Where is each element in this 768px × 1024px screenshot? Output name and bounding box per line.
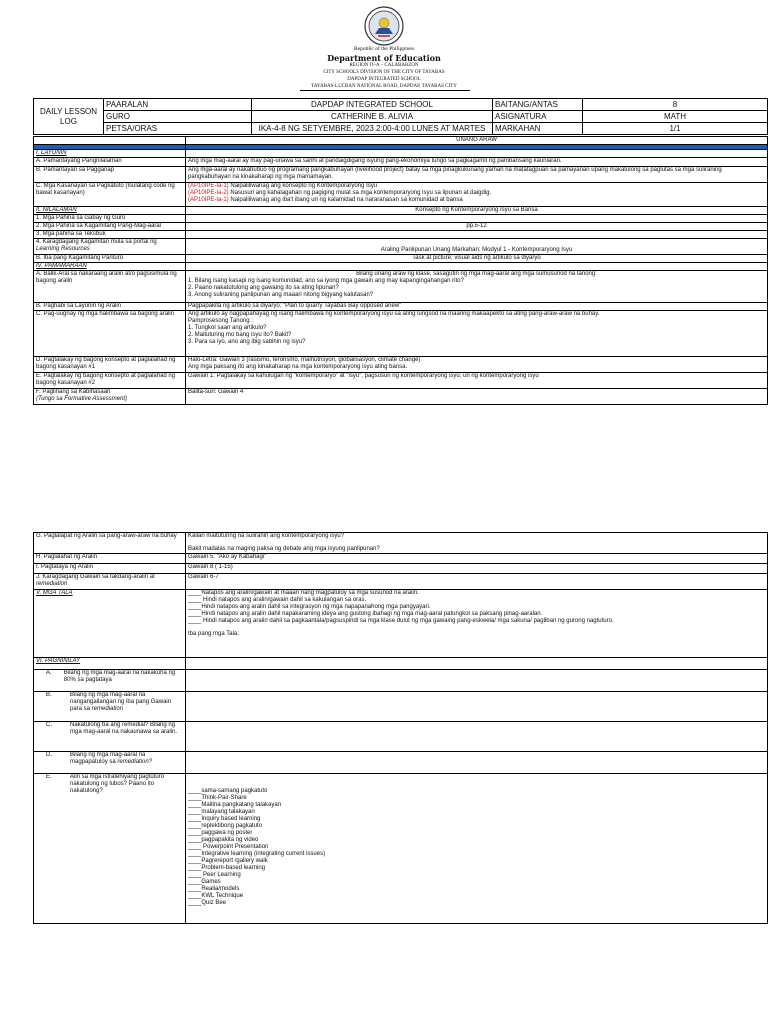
- nilalaman-value: Konsepto ng Kontemporaryong Isyu sa Bansa: [186, 207, 768, 215]
- nd-text: Bilang ng mga mag-aaral na magpapatuloy sa: [70, 752, 146, 765]
- row-nc: [34, 722, 186, 752]
- row-a-value: Ang mga mag-aaral ay may pag-unawa sa sanhi at pandaigdigang isyung pang-ekonomiya tungo sa pagkagamit ng pambansang kaunlaran.: [186, 158, 768, 167]
- row-c-label: C. Mga Kasanayan sa Pagkatuto (Isulatang code ng bawat kasanayan): [34, 183, 186, 207]
- markahan-label: MARKAHAN: [493, 123, 583, 135]
- comp-1: Naipaliliwanag ang konsepto ng Kontemporaryong Isyu: [228, 183, 378, 189]
- row-a-label: A. Pamantayang Pangnilalaman: [34, 158, 186, 167]
- nc-letter: C.: [46, 722, 52, 728]
- asignatura-value: MATH: [583, 111, 768, 123]
- asignatura-label: ASIGNATURA: [493, 111, 583, 123]
- nd-letter: D.: [46, 752, 52, 758]
- row-b2-value: Task at picture; visual aids ng artikulo sa diyaryo: [186, 255, 768, 263]
- pc-line-2: Pamprosesong Tanong :: [188, 318, 253, 324]
- pa-line-1: Bilang unang araw ng klase, sasagutin ng mga mag-aaral ang mga sumusunod na tanong:: [356, 271, 597, 277]
- row-2-value: pp.5-12: [186, 223, 768, 231]
- row-1-label: 1. Mga Pahina sa Gabay ng Guro: [34, 215, 186, 223]
- strategy-item: ____ Powerpoint Presentation: [188, 844, 269, 850]
- code-2: (AP10IPE-Ia-2): [188, 190, 229, 196]
- tala-line-2: ____ Hindi natapos ang aralin/gawain dahil sa kakulangan sa oras.: [188, 597, 367, 603]
- region-text: REGION IV-A – CALABARZON: [349, 63, 419, 68]
- day-label: UNANG ARAW: [186, 137, 768, 145]
- strategy-item: ____Quiz Bee: [188, 900, 227, 906]
- row-pa-label: A. Balik-Aral sa nakaraang aralin at/o pagsisimula ng bagong aralin: [34, 271, 186, 303]
- strategy-item: ____pagpapakita ng video: [188, 837, 259, 843]
- pa-line-2: 1. Bilang isang kasapi ng isang komunidad, ano sa iyong mga gawain ang may kapangingahangan rito?: [188, 278, 464, 284]
- ne-text: Alin sa mga istratehiyang pagtuturo nakatulong ng lubos? Paano ito nakatulong?: [70, 774, 165, 794]
- info-table: [33, 98, 768, 135]
- row-i-label: I. Pagtataya ng Aralin: [34, 564, 186, 574]
- code-3: (AP10IPE-Ia-1): [188, 197, 229, 203]
- guro-label: GURO: [104, 111, 252, 123]
- school-header-text: DAPDAP INTEGRATED SCHOOL: [347, 77, 421, 82]
- row-na: [34, 670, 186, 692]
- strategy-item: ____Problem-based learning: [188, 865, 266, 871]
- pagninilay-heading: VI. PAGNINILAY: [34, 658, 186, 670]
- page-1: [0, 0, 768, 470]
- petsa-label: PETSA/ORAS: [104, 123, 252, 135]
- pc-line-4: 2. Maituturing mo bang isyu ito? Bakit?: [188, 332, 292, 338]
- strategy-item: ____malayang talakayan: [188, 809, 255, 815]
- pd-line-2: Ang mga paksang ito ang kinakaharap na mga kontemporaryong isyu ating bansa.: [188, 364, 408, 370]
- strategy-item: ____Pagrereport /gallery walk: [188, 858, 268, 864]
- pd-line-1: Halo-Letra: Gawain 3 (rasismo, terorismo, malnutrisyon, globalisasyon, climate change): [188, 357, 421, 363]
- nb-letter: B.: [46, 692, 52, 698]
- row-4-value: Araling Panlipunan Unang Markahan: Modyul 1 - Kontemporaryong Isyu: [186, 239, 768, 255]
- nilalaman-heading: II. NILALAMAN: [34, 207, 186, 215]
- tala-line-5: ____ Hindi natapos ang aralin dahil sa pagkaantala/pagsuspindi sa mga klase dulot ng mga gawaing pang-eskwela/ mga sakuna/ pagliban ng gurong nagtuturo.: [188, 618, 614, 624]
- row-pd-value: [186, 357, 768, 373]
- strategy-item: ____Inquiry based learning: [188, 816, 261, 822]
- republic-text: Republic of the Philippines: [353, 46, 415, 52]
- pa-line-4: 3. Anong suliraning panlipunan ang maaari nitong bigyang kalutasan?: [188, 292, 374, 298]
- nb-italic: remediation: [91, 706, 124, 712]
- row-h-label: H. Paglalahat ng Aralin: [34, 554, 186, 564]
- row-ne: [34, 774, 186, 924]
- strategy-item: ____Integrative learning (integrating current issues): [188, 851, 326, 857]
- ne-letter: E.: [46, 774, 52, 780]
- row-nd: [34, 752, 186, 774]
- row-j-value: Gawain 6-7: [186, 574, 768, 590]
- row-b-value: Ang mga-aaral ay nakabubuo ng programang pangkabuhayan (livelihood project) batay sa mga pinagkukunang yaman na matatagpuan sa pamayanan upang makatulong sa paglutas sa mga suliraning pangkabuhayan na kinakaharap ng mga mamamayan.: [186, 167, 768, 183]
- guro-value: CATHERINE B. ALIVIA: [252, 111, 493, 123]
- lesson-table-1: [33, 136, 768, 405]
- row-pe-label: E. Pagtalakay ng bagong konsepto at paglalahad ng bagong kasanayan #2: [34, 373, 186, 389]
- row-c-value: [186, 183, 768, 207]
- row-i-value: Gawain 8 ( 1-15): [186, 564, 768, 574]
- row-pd-label: D. Pagtalakay ng bagong konsepto at paglalahad ng bagong kasanayan #1: [34, 357, 186, 373]
- row-nb: [34, 692, 186, 722]
- row-b-label: B. Pamantayan sa Pagganap: [34, 167, 186, 183]
- tala-heading: V. MGA TALA: [34, 590, 186, 658]
- pc-line-3: 1. Tungkol saan ang artikulo?: [188, 325, 267, 331]
- dll-title: DAILY LESSON LOG: [34, 99, 104, 135]
- row-4-label-text: 4. Karagdagang Kagamitan mula sa portal ng: [36, 239, 157, 245]
- department-text: Department of Education: [327, 53, 441, 63]
- row-4-label: [34, 239, 186, 255]
- j-label-italic: remediation: [36, 581, 68, 587]
- tala-line-1: ____Natapos ang aralin/gawain at maaari nang magpatuloy sa mga susunod na aralin.: [188, 590, 419, 596]
- row-pb-value: Pagpapakita ng artikulo sa diyaryo: "Plan to quarry Tayabas Bay opposed anew": [186, 303, 768, 311]
- row-pe-value: Gawain 1: Pagtalakay sa kahulugan ng "kontemporaryo" at "isyu", pagsusuri ng kontemporaryong isyu; uri ng kontemporaryong isyu: [186, 373, 768, 389]
- nc-text: Nakatulong ba ang remedial? Bilang ng mga mag-aaral na nakaunawa sa aralin.: [70, 722, 178, 735]
- nd-italic: remediation?: [117, 759, 153, 765]
- row-pb-label: B. Paghabi sa Layunin ng Aralin: [34, 303, 186, 311]
- strategy-item: ____paggawa ng poster: [188, 830, 253, 836]
- tala-line-3: ____Hindi natapos ang aralin dahil sa integrasyon ng mga napapanahong mga pangyayari.: [188, 604, 431, 610]
- strategy-item: ____Games: [188, 879, 221, 885]
- deped-seal-icon: [364, 6, 404, 46]
- baitang-value: 8: [583, 99, 768, 111]
- strategy-item: ____Think-Pair-Share: [188, 795, 247, 801]
- comp-3: Naipaliliwanag ang iba't ibang uri ng kalamidad na nararanasan sa komunidad at bansa: [228, 197, 463, 203]
- g-line-2: Bakit madalas na maging paksa ng debate ang mga isyung panlipunan?: [188, 546, 380, 552]
- na-letter: A.: [46, 670, 52, 676]
- header-divider: [300, 90, 470, 91]
- lesson-table-2: [33, 532, 768, 924]
- row-pa-value: [186, 271, 768, 303]
- strategy-item: ____Realia/models: [188, 886, 240, 892]
- row-4-label-italic: Learning Resources: [36, 246, 90, 252]
- paaralan-label: PAARALAN: [104, 99, 252, 111]
- paaralan-value: DAPDAP INTEGRATED SCHOOL: [252, 99, 493, 111]
- row-h-value: Gawain 5: "Ako ay Kabahagi": [186, 554, 768, 564]
- petsa-value: IKA-4-8 NG SETYEMBRE, 2023 2:00-4:00 LUNES AT MARTES: [252, 123, 493, 135]
- baitang-label: BAITANG/ANTAS: [493, 99, 583, 111]
- division-text: CITY SCHOOLS DIVISION OF THE CITY OF TAYABAS: [323, 70, 445, 75]
- nb-text: Bilang ng mga mag-aaral na nangangailangan ng iba pang Gawain para sa: [70, 692, 172, 712]
- markahan-value: 1/1: [583, 123, 768, 135]
- strategy-item: ____replektibong pagkatuto: [188, 823, 263, 829]
- strategy-item: ____Malitna pangkatang talakayan: [188, 802, 282, 808]
- pf-label-text: F. Paglinang sa Kabihasaan: [36, 389, 111, 395]
- row-3-label: 3. Mga pahina sa Teksbuk: [34, 231, 186, 239]
- row-pc-value: [186, 311, 768, 357]
- layunin-heading: I. LAYUNIN: [34, 150, 186, 158]
- strategy-item: ____KWL Technique: [188, 893, 244, 899]
- row-b2-label: B. Iba pang Kagamitang Panturo: [34, 255, 186, 263]
- g-line-1: Kailan maituturing na suliranin ang kontemporaryong isyu?: [188, 533, 345, 539]
- row-pf-value: Balita-suri: Gawain 4: [186, 389, 768, 405]
- tala-value: [186, 590, 768, 658]
- row-g-value: [186, 533, 768, 554]
- pamamaraan-heading: IV. PAMAMARAAN: [34, 263, 186, 271]
- row-g-label: G. Paglalapat ng Aralin sa pang-araw-araw na buhay: [34, 533, 186, 554]
- strategy-item: ____ Peer Learning: [188, 872, 241, 878]
- row-2-label: 2. Mga Pahina sa Kagamitang Pang-Mag-aaral: [34, 223, 186, 231]
- row-pf-label: [34, 389, 186, 405]
- row-j-label: [34, 574, 186, 590]
- na-text: Bilang ng mga mag-aaral na nakakuha ng 80% sa pagtataya: [63, 670, 176, 683]
- code-1: (AP10IPE-Ia-1): [188, 183, 229, 189]
- j-label-text: J. Karagdagang Gawain sa takdang-aralin at: [36, 574, 155, 580]
- page-2: [0, 520, 768, 1024]
- strategies-list: [186, 774, 768, 924]
- tala-line-6: Iba pang mga Tala:: [188, 631, 239, 637]
- pc-line-5: 3. Para sa iyo, ano ang ibig sabihin ng isyu?: [188, 339, 306, 345]
- tala-line-4: ____Hindi natapos ang aralin dahil napakaraming ideya ang gustong ibahagi ng mga mag-aaral patungkol sa paksang pinag-aaralan.: [188, 611, 543, 617]
- pf-label-italic: (Tungo sa Formative Assessment): [36, 396, 128, 402]
- row-pc-label: C. Pag-uugnay ng mga halimbawa sa bagong aralin: [34, 311, 186, 357]
- strategies-items: [188, 788, 765, 907]
- pa-line-3: 2. Paano nakatutulong ang gawaing ito sa ating lipunan?: [188, 285, 339, 291]
- pc-line-1: Ang artikulo ay nagpapahayag ng isang halimbawa ng kontemporaryong isyu sa ating lungsod na maaring makaapekto sa ating pang-araw-araw na buhay.: [188, 311, 600, 317]
- comp-2: Nasusuri ang kahalagahan ng pagiging mulat sa mga kontemporaryong isyu sa lipunan at daigdig.: [228, 190, 492, 196]
- address-text: TAYABAS-LUCBAN NATIONAL ROAD, DAPDAP, TAYABAS CITY: [311, 84, 457, 89]
- strategy-item: ____sama-samang pagkatuto: [188, 788, 268, 794]
